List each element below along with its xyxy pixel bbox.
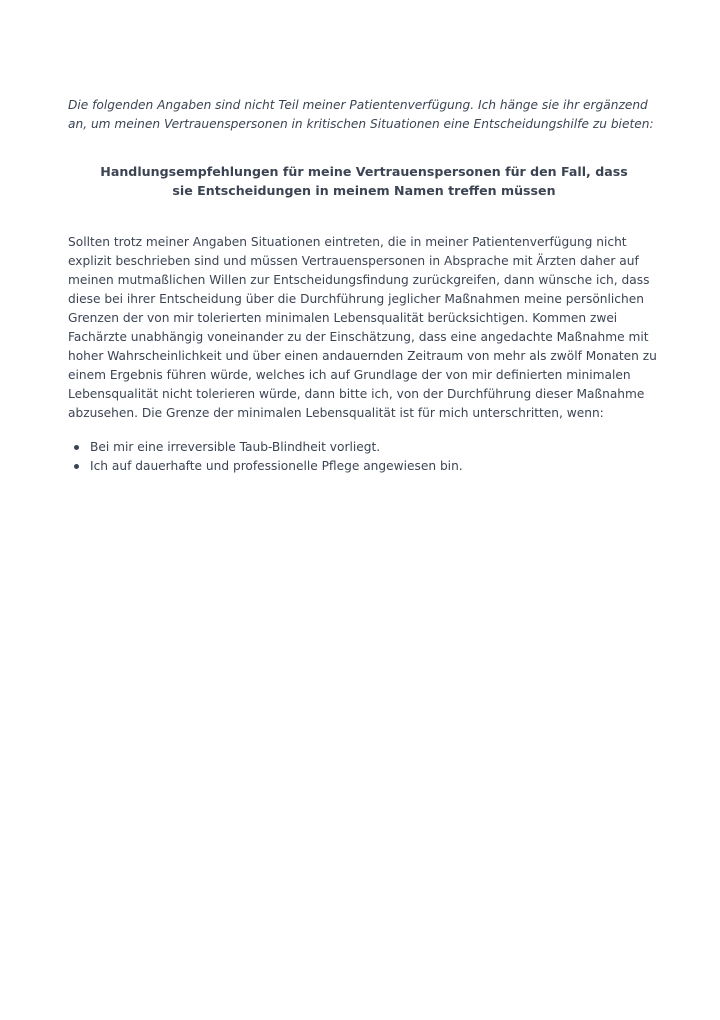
document-page — [68, 96, 660, 476]
list-item-text: Bei mir eine irreversible Taub-Blindheit vorliegt. — [90, 440, 381, 454]
section-heading: Handlungsempfehlungen für meine Vertrauenspersonen für den Fall, dass sie Entscheidungen in meinem Namen treffen müssen — [100, 164, 628, 198]
criteria-list — [68, 438, 660, 476]
list-item — [68, 457, 660, 476]
bullet-icon — [74, 464, 79, 469]
list-item — [68, 438, 660, 457]
list-item-text: Ich auf dauerhafte und professionelle Pflege angewiesen bin. — [90, 459, 463, 473]
bullet-icon — [74, 445, 79, 450]
body-paragraph: Sollten trotz meiner Angaben Situationen eintreten, die in meiner Patientenverfügung nicht explizit beschrieben sind und müssen Vertrauenspersonen in Absprache mit Ärzten daher auf meinen mutmaßlichen Willen zur Entscheidungsfindung zurückgreifen, dann wünsche ich, dass diese bei ihrer Entscheidung über die Durchführung jeglicher Maßnahmen meine persönlichen Grenzen der von mir tolerierten minimalen Lebensqualität berücksichtigen. Kommen zwei Fachärzte unabhängig voneinander zu der Einschätzung, dass eine angedachte Maßnahme mit hoher Wahrscheinlichkeit und über einen andauernden Zeitraum von mehr als zwölf Monaten zu einem Ergebnis führen würde, welches ich auf Grundlage der von mir definierten minimalen Lebensqualität nicht tolerieren würde, dann bitte ich, von der Durchführung dieser Maßnahme abzusehen. Die Grenze der minimalen Lebensqualität ist für mich unterschritten, wenn: — [68, 235, 657, 420]
intro-note: Die folgenden Angaben sind nicht Teil meiner Patientenverfügung. Ich hänge sie ihr ergänzend an, um meinen Vertrauenspersonen in kritischen Situationen eine Entscheidungshilfe zu bieten: — [68, 98, 654, 131]
